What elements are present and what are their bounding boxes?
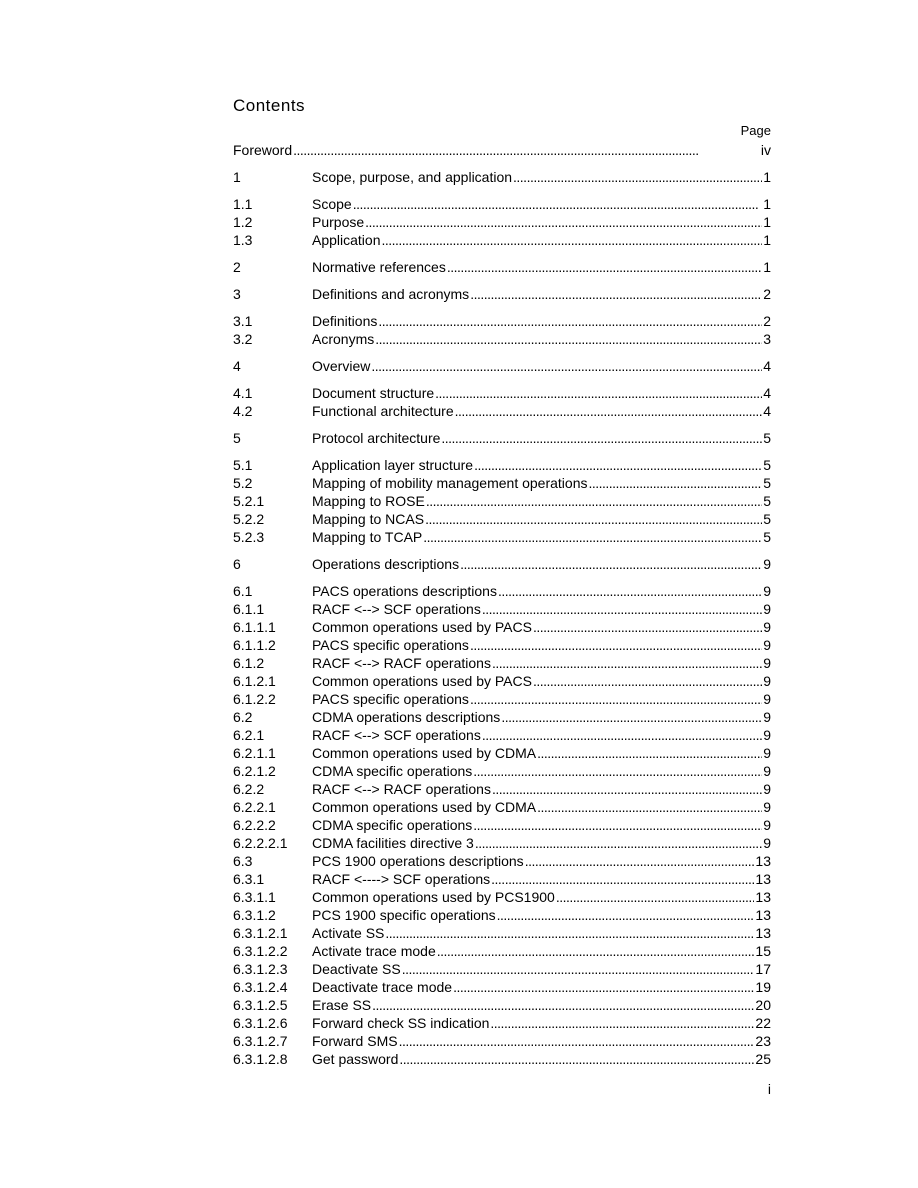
toc-entry-page: 2: [763, 313, 771, 329]
table-of-contents: [233, 141, 771, 1068]
toc-entry[interactable]: [233, 141, 771, 159]
toc-entry-title: Common operations used by PCS1900: [312, 889, 555, 905]
toc-dot-leader: [435, 384, 762, 402]
toc-dot-leader: [470, 636, 762, 654]
toc-entry-number: 6.1.1: [233, 601, 265, 617]
toc-entry-number: 5.2.3: [233, 529, 265, 545]
toc-entry-number: 1: [233, 169, 241, 185]
toc-dot-leader: [385, 924, 754, 942]
toc-entry-number: 6.3.1.2: [233, 907, 276, 923]
toc-dot-leader: [482, 600, 762, 618]
toc-entry-title: PACS specific operations: [312, 637, 469, 653]
toc-entry-number: 5.2: [233, 475, 253, 491]
toc-dot-leader: [426, 492, 762, 510]
toc-entry-number: 6: [233, 556, 241, 572]
toc-entry-title: Common operations used by CDMA: [312, 799, 537, 815]
toc-entry-title: Scope, purpose, and application: [312, 169, 513, 185]
toc-entry[interactable]: [233, 798, 771, 816]
toc-dot-leader: [460, 555, 762, 573]
toc-entry-title: Scope: [312, 196, 352, 212]
toc-entry[interactable]: [233, 924, 771, 942]
toc-dot-leader: [556, 888, 755, 906]
toc-entry-title: Get password: [312, 1051, 399, 1067]
toc-entry-page: 9: [763, 781, 771, 797]
toc-entry[interactable]: [233, 1032, 771, 1050]
toc-entry-page: 19: [755, 979, 771, 995]
toc-dot-leader: [423, 528, 762, 546]
toc-entry[interactable]: [233, 600, 771, 618]
toc-entry-title: PCS 1900 specific operations: [312, 907, 496, 923]
toc-entry[interactable]: [233, 492, 771, 510]
toc-dot-leader: [293, 141, 760, 159]
toc-entry-page: iv: [760, 142, 771, 158]
toc-entry-page: 9: [763, 619, 771, 635]
toc-entry-page: 9: [763, 583, 771, 599]
toc-entry-number: 6.3.1: [233, 871, 265, 887]
toc-entry[interactable]: [233, 996, 771, 1014]
toc-entry-page: 1: [763, 232, 771, 248]
toc-entry-number: 4.2: [233, 403, 253, 419]
toc-entry-page: 9: [763, 835, 771, 851]
toc-entry[interactable]: [233, 195, 771, 213]
toc-entry-title: Acronyms: [312, 331, 375, 347]
toc-entry-title: Erase SS: [312, 997, 372, 1013]
toc-entry[interactable]: [233, 357, 771, 375]
toc-entry[interactable]: [233, 780, 771, 798]
toc-entry-page: 1: [763, 214, 771, 230]
toc-entry-title: Mapping to ROSE: [312, 493, 425, 509]
toc-dot-leader: [473, 816, 762, 834]
toc-entry[interactable]: [233, 618, 771, 636]
toc-entry[interactable]: [233, 429, 771, 447]
toc-entry-page: 4: [763, 385, 771, 401]
toc-entry-number: 6.2.2.2.1: [233, 835, 288, 851]
toc-entry-title: Deactivate trace mode: [312, 979, 453, 995]
toc-entry[interactable]: [233, 231, 771, 249]
toc-entry-page: 9: [763, 673, 771, 689]
toc-entry-number: 6.3.1.2.5: [233, 997, 288, 1013]
toc-dot-leader: [537, 744, 762, 762]
toc-entry-number: 6.1.2.2: [233, 691, 276, 707]
toc-dot-leader: [492, 654, 762, 672]
toc-dot-leader: [497, 906, 755, 924]
toc-entry-page: 13: [755, 907, 771, 923]
toc-dot-leader: [371, 357, 762, 375]
toc-entry[interactable]: [233, 330, 771, 348]
toc-entry-title: Operations descriptions: [312, 556, 460, 572]
toc-entry[interactable]: [233, 1050, 771, 1068]
toc-dot-leader: [382, 231, 763, 249]
toc-entry-number: 6.3.1.1: [233, 889, 276, 905]
toc-entry[interactable]: [233, 888, 771, 906]
toc-entry[interactable]: [233, 690, 771, 708]
toc-entry-title: Overview: [312, 358, 371, 374]
toc-entry-page: 2: [763, 286, 771, 302]
page-title: Contents: [233, 96, 306, 115]
toc-entry[interactable]: [233, 402, 771, 420]
toc-entry-page: 9: [763, 709, 771, 725]
toc-entry-number: 4: [233, 358, 241, 374]
toc-entry-title: Mapping to NCAS: [312, 511, 425, 527]
toc-entry-page: 5: [763, 511, 771, 527]
toc-entry-number: 6.1.1.2: [233, 637, 276, 653]
toc-entry-number: 5: [233, 430, 241, 446]
toc-entry-title: RACF <--> RACF operations: [312, 781, 491, 797]
toc-dot-leader: [482, 726, 762, 744]
toc-entry-page: 1: [763, 169, 771, 185]
toc-dot-leader: [425, 510, 762, 528]
toc-entry[interactable]: [233, 1014, 771, 1032]
toc-entry-page: 9: [763, 637, 771, 653]
toc-dot-leader: [491, 870, 754, 888]
toc-entry-page: 4: [763, 358, 771, 374]
toc-entry-title: Common operations used by PACS: [312, 619, 532, 635]
toc-entry-number: 3.1: [233, 313, 253, 329]
toc-dot-leader: [399, 1032, 755, 1050]
toc-entry-page: 15: [755, 943, 771, 959]
toc-entry-page: 9: [763, 655, 771, 671]
toc-dot-leader: [441, 429, 762, 447]
toc-entry-title: RACF <--> SCF operations: [312, 727, 481, 743]
toc-entry-page: 13: [755, 925, 771, 941]
toc-entry-number: 6.2.1: [233, 727, 265, 743]
toc-entry[interactable]: [233, 555, 771, 573]
toc-dot-leader: [375, 330, 762, 348]
toc-dot-leader: [498, 582, 762, 600]
toc-entry[interactable]: [233, 960, 771, 978]
toc-entry-page: 13: [755, 889, 771, 905]
toc-entry[interactable]: [233, 942, 771, 960]
toc-entry-title: Definitions: [312, 313, 378, 329]
toc-entry-page: 4: [763, 403, 771, 419]
toc-dot-leader: [474, 456, 762, 474]
toc-dot-leader: [447, 258, 762, 276]
toc-entry-page: 9: [763, 727, 771, 743]
toc-entry-number: 6.3: [233, 853, 253, 869]
toc-entry-number: 2: [233, 259, 241, 275]
toc-entry-page: 5: [763, 529, 771, 545]
toc-dot-leader: [525, 852, 755, 870]
toc-entry-number: 1.2: [233, 214, 253, 230]
toc-entry-title: CDMA facilities directive 3: [312, 835, 474, 851]
toc-entry-number: 5.2.2: [233, 511, 265, 527]
toc-entry-number: 6.3.1.2.6: [233, 1015, 288, 1031]
toc-dot-leader: [513, 168, 762, 186]
toc-entry-number: 6.1.1.1: [233, 619, 276, 635]
toc-entry[interactable]: [233, 258, 771, 276]
toc-dot-leader: [490, 1014, 754, 1032]
toc-dot-leader: [455, 402, 763, 420]
toc-entry-title: Application: [312, 232, 381, 248]
toc-entry-title: CDMA operations descriptions: [312, 709, 501, 725]
toc-entry-page: 9: [763, 763, 771, 779]
toc-entry-page: 3: [763, 331, 771, 347]
toc-entry-number: 6.2.1.2: [233, 763, 276, 779]
toc-entry[interactable]: [233, 654, 771, 672]
toc-entry-page: 5: [763, 457, 771, 473]
toc-entry[interactable]: [233, 906, 771, 924]
toc-entry[interactable]: [233, 852, 771, 870]
toc-entry-page: 17: [755, 961, 771, 977]
toc-dot-leader: [402, 960, 755, 978]
toc-entry[interactable]: [233, 834, 771, 852]
toc-dot-leader: [353, 195, 763, 213]
toc-entry[interactable]: [233, 213, 771, 231]
toc-entry-title: Protocol architecture: [312, 430, 441, 446]
toc-dot-leader: [399, 1050, 754, 1068]
toc-entry-page: 9: [763, 556, 771, 572]
footer-page-number: i: [767, 1081, 771, 1097]
toc-dot-leader: [589, 474, 763, 492]
toc-entry-title: PACS operations descriptions: [312, 583, 497, 599]
toc-entry-title: Activate trace mode: [312, 943, 436, 959]
toc-entry-page: 5: [763, 430, 771, 446]
toc-entry-page: 9: [763, 601, 771, 617]
toc-dot-leader: [533, 618, 762, 636]
toc-entry[interactable]: [233, 168, 771, 186]
toc-entry-title: RACF <--> RACF operations: [312, 655, 491, 671]
toc-entry-title: Deactivate SS: [312, 961, 401, 977]
toc-entry[interactable]: [233, 816, 771, 834]
toc-entry-title: RACF <--> SCF operations: [312, 601, 481, 617]
toc-entry-title: Foreword: [233, 142, 293, 158]
toc-entry-number: 6.2.2.2: [233, 817, 276, 833]
toc-dot-leader: [473, 762, 762, 780]
toc-entry-title: Common operations used by PACS: [312, 673, 532, 689]
toc-entry-number: 6.2: [233, 709, 253, 725]
toc-entry-number: 1.1: [233, 196, 253, 212]
toc-entry-page: 9: [763, 691, 771, 707]
toc-dot-leader: [537, 798, 762, 816]
toc-dot-leader: [372, 996, 754, 1014]
toc-entry-title: PACS specific operations: [312, 691, 469, 707]
toc-dot-leader: [378, 312, 762, 330]
toc-entry-number: 6.2.1.1: [233, 745, 276, 761]
toc-entry-number: 4.1: [233, 385, 253, 401]
toc-entry-title: Application layer structure: [312, 457, 474, 473]
toc-entry-page: 1: [763, 259, 771, 275]
toc-entry-title: Mapping to TCAP: [312, 529, 423, 545]
toc-entry[interactable]: [233, 582, 771, 600]
toc-entry-page: 9: [763, 799, 771, 815]
toc-entry-number: 6.3.1.2.7: [233, 1033, 288, 1049]
toc-entry[interactable]: [233, 384, 771, 402]
toc-entry-title: Activate SS: [312, 925, 385, 941]
page-column-label: Page: [740, 123, 771, 138]
toc-entry-number: 6.3.1.2.2: [233, 943, 288, 959]
toc-entry-title: CDMA specific operations: [312, 817, 473, 833]
toc-entry-page: 13: [755, 853, 771, 869]
toc-entry-title: CDMA specific operations: [312, 763, 473, 779]
toc-entry[interactable]: [233, 285, 771, 303]
toc-entry-title: Forward SMS: [312, 1033, 398, 1049]
toc-entry-number: 6.2.2: [233, 781, 265, 797]
toc-entry[interactable]: [233, 978, 771, 996]
toc-dot-leader: [365, 213, 762, 231]
toc-entry[interactable]: [233, 510, 771, 528]
toc-entry-page: 1: [763, 196, 771, 212]
toc-entry-title: Forward check SS indication: [312, 1015, 490, 1031]
toc-dot-leader: [501, 708, 762, 726]
toc-entry-number: 6.3.1.2.1: [233, 925, 288, 941]
toc-entry-number: 1.3: [233, 232, 253, 248]
toc-entry-title: RACF <----> SCF operations: [312, 871, 491, 887]
toc-entry-number: 6.3.1.2.4: [233, 979, 288, 995]
toc-dot-leader: [453, 978, 754, 996]
toc-entry-page: 25: [755, 1051, 771, 1067]
toc-entry-title: Common operations used by CDMA: [312, 745, 537, 761]
toc-entry-number: 5.1: [233, 457, 253, 473]
toc-entry-page: 9: [763, 817, 771, 833]
toc-entry[interactable]: [233, 456, 771, 474]
toc-entry[interactable]: [233, 708, 771, 726]
toc-entry-page: 20: [755, 997, 771, 1013]
toc-entry-title: Purpose: [312, 214, 365, 230]
toc-entry[interactable]: [233, 312, 771, 330]
toc-entry-number: 6.2.2.1: [233, 799, 276, 815]
toc-entry[interactable]: [233, 870, 771, 888]
toc-entry-title: Mapping of mobility management operations: [312, 475, 588, 491]
toc-entry[interactable]: [233, 636, 771, 654]
toc-entry-page: 9: [763, 745, 771, 761]
toc-entry[interactable]: [233, 762, 771, 780]
toc-entry[interactable]: [233, 474, 771, 492]
toc-entry-number: 3: [233, 286, 241, 302]
toc-entry-page: 5: [763, 475, 771, 491]
toc-dot-leader: [437, 942, 755, 960]
toc-entry[interactable]: [233, 528, 771, 546]
toc-entry[interactable]: [233, 672, 771, 690]
toc-dot-leader: [475, 834, 762, 852]
toc-entry-page: 22: [755, 1015, 771, 1031]
toc-entry-title: Definitions and acronyms: [312, 286, 470, 302]
toc-dot-leader: [470, 285, 762, 303]
toc-entry-number: 6.1: [233, 583, 253, 599]
toc-entry-number: 6.3.1.2.3: [233, 961, 288, 977]
toc-entry-page: 5: [763, 493, 771, 509]
toc-entry-number: 3.2: [233, 331, 253, 347]
toc-dot-leader: [492, 780, 762, 798]
toc-entry-number: 5.2.1: [233, 493, 265, 509]
toc-dot-leader: [470, 690, 762, 708]
toc-entry-title: Normative references: [312, 259, 446, 275]
toc-entry-title: PCS 1900 operations descriptions: [312, 853, 524, 869]
toc-entry-title: Document structure: [312, 385, 435, 401]
toc-entry-page: 23: [755, 1033, 771, 1049]
toc-entry[interactable]: [233, 726, 771, 744]
toc-entry[interactable]: [233, 744, 771, 762]
toc-dot-leader: [533, 672, 762, 690]
toc-entry-number: 6.1.2.1: [233, 673, 276, 689]
toc-entry-number: 6.3.1.2.8: [233, 1051, 288, 1067]
toc-entry-title: Functional architecture: [312, 403, 454, 419]
toc-entry-page: 13: [755, 871, 771, 887]
toc-entry-number: 6.1.2: [233, 655, 265, 671]
